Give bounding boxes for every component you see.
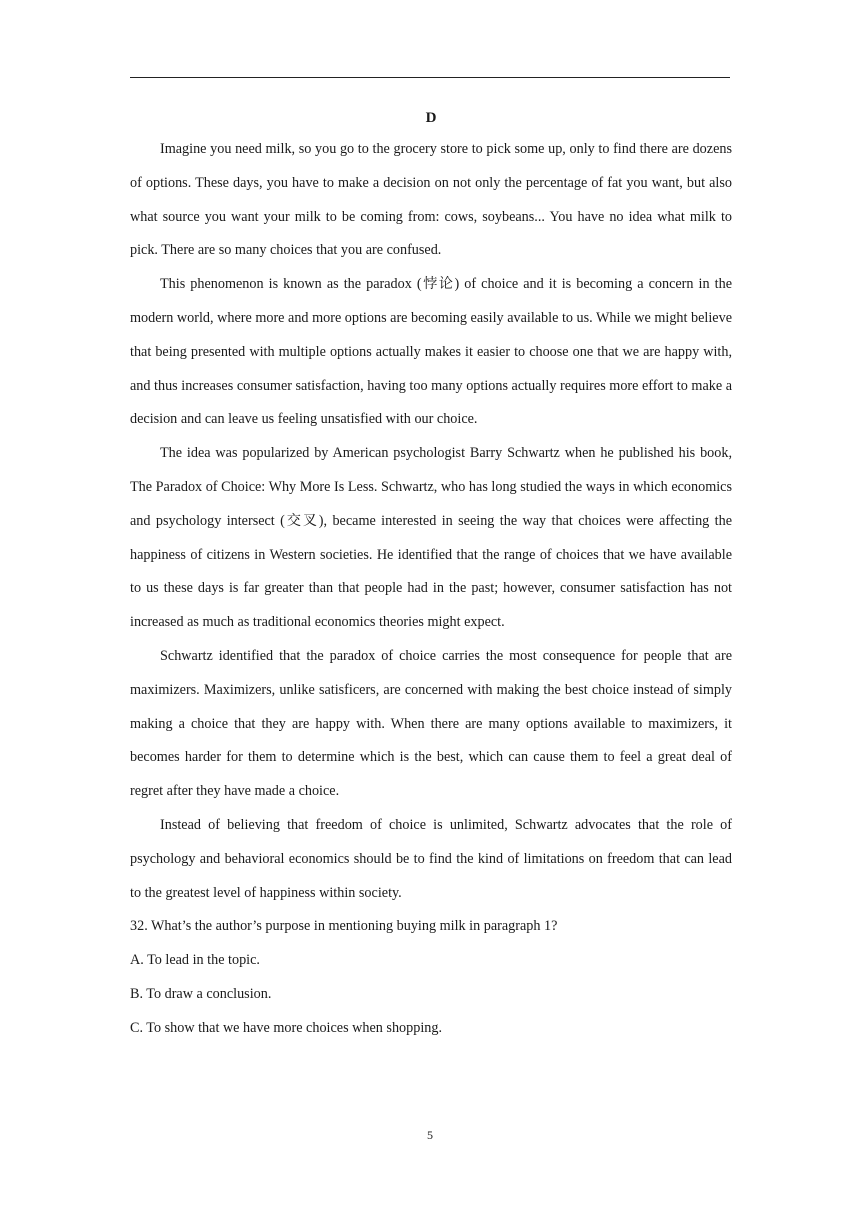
option-a: A. To lead in the topic. [130, 952, 260, 969]
option-c: C. To show that we have more choices when shopping. [130, 1019, 442, 1036]
passage-paragraph-5: Instead of believing that freedom of choice is unlimited, Schwartz advocates that the role of psychology and behavioral economics should be to find the kind of limitations on freedom that can lead to the greatest level of happiness within society. [130, 816, 732, 901]
passage-paragraph-3: The idea was popularized by American psychologist Barry Schwartz when he published his book, The Paradox of Choice: Why More Is Less. Schwartz, who has long studied the ways in which economics and psychology intersect (交叉), became interested in seeing the way that choices were affecting the happiness of citizens in Western societies. He identified that the range of choices that we have available to us these days is far greater than that people had in the past; however, consumer satisfaction has not increased as much as traditional economics theories might expect. [130, 445, 732, 631]
page-number: 5 [427, 1128, 433, 1142]
passage-paragraph-1: Imagine you need milk, so you go to the grocery store to pick some up, only to find there are dozens of options. These days, you have to make a decision on not only the percentage of fat you want, but also what source you want your milk to be coming from: cows, soybeans... You have no idea what milk to pick. There are so many choices that you are confused. [130, 141, 732, 259]
header-rule [130, 77, 730, 78]
section-heading: D [425, 110, 437, 126]
question-32: 32. What’s the author’s purpose in mentioning buying milk in paragraph 1? [130, 918, 558, 935]
page-content [130, 104, 732, 1046]
option-b: B. To draw a conclusion. [130, 985, 272, 1002]
passage-paragraph-4: Schwartz identified that the paradox of choice carries the most consequence for people that are maximizers. Maximizers, unlike satisficers, are concerned with making the best choice instead of simply making a choice that they are happy with. When there are many options available to maximizers, it becomes harder for them to determine which is the best, which can cause them to feel a great deal of regret after they have made a choice. [130, 647, 732, 800]
passage-paragraph-2: This phenomenon is known as the paradox (悖论) of choice and it is becoming a concern in the modern world, where more and more options are becoming easily available to us. While we might believe that being presented with multiple options actually makes it easier to choose one that we are happy with, and thus increases consumer satisfaction, having too many options actually requires more effort to make a decision and can leave us feeling unsatisfied with our choice. [130, 276, 732, 428]
